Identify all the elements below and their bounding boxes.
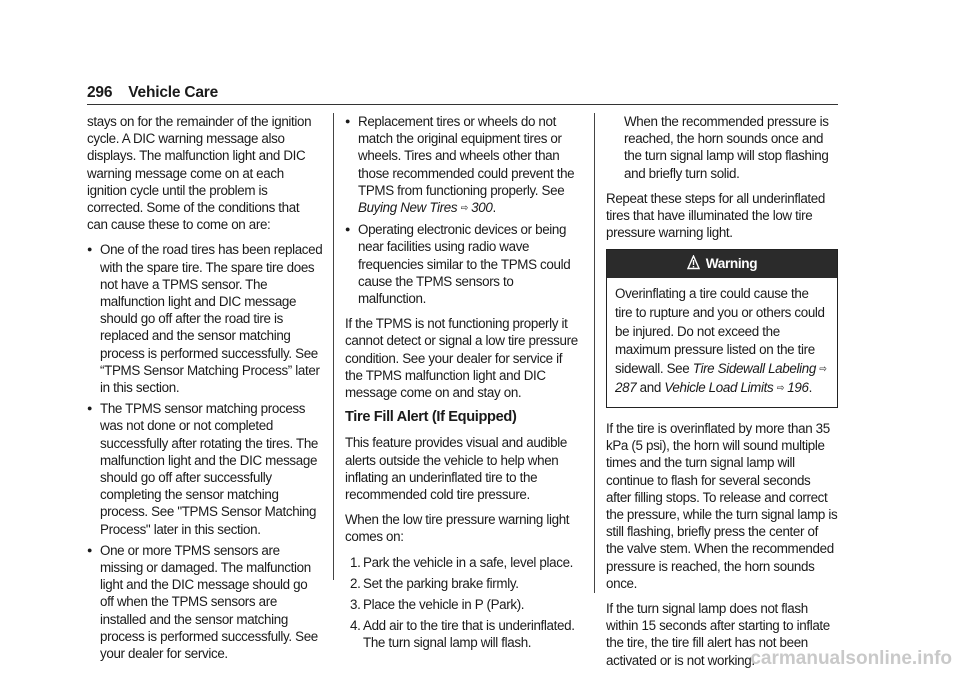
column-2: [345, 113, 583, 656]
paragraph: If the tire is overinflated by more than 35 kPa (5 psi), the horn will sound multiple times and the turn signal lamp will continue to flash for several seconds after filling stops. To release and correct the pressure, while the turn signal lamp is still flashing, briefly press the center of the valve stem. When the recommended pressure is reached, the horn sounds once.: [606, 420, 838, 591]
list-item: ● Operating electronic devices or being near facilities using radio wave frequencies similar to the TPMS could cause the TPMS sensors to malfunction.: [345, 221, 583, 307]
warning-icon: [687, 252, 700, 280]
step-item: 3. Place the vehicle in P (Park).: [350, 597, 525, 613]
column-divider: [333, 113, 334, 580]
list-item: ● One of the road tires has been replaced with the spare tire. The spare tire does not have a TPMS sensor. The malfunction light and DIC message should go off after the road tire is replaced and the sensor matching process is performed successfully. See “TPMS Sensor Matching Process” later in this section.: [87, 241, 323, 396]
conditions-list: [87, 241, 323, 662]
link-buying-new-tires[interactable]: Buying New Tires: [358, 200, 458, 216]
page-number: 296: [87, 84, 113, 101]
paragraph: If the turn signal lamp does not flash within 15 seconds after starting to inflate the tire, the tire fill alert has not been activated or is not working.: [606, 601, 830, 668]
watermark: carmanualsonline.info: [750, 648, 952, 669]
warning-header: [607, 250, 837, 278]
warning-body: Overinflating a tire could cause the tire to rupture and you or others could be injured. Do not exceed the maximum pressure listed on the tire sidewall. See Tire Sidewall Labeling ⇨ 287 and Vehicle Load Limits ⇨ 196.: [615, 286, 827, 396]
paragraph: This feature provides visual and audible alerts outside the vehicle to help when inflating an underinflated tire to the recommended cold tire pressure.: [345, 435, 567, 503]
column-3: [606, 113, 838, 677]
page-ref-arrow-icon: ⇨: [819, 363, 827, 375]
paragraph: When the low tire pressure warning light comes on:: [345, 512, 570, 545]
step-item: 4. Add air to the tire that is underinflated. The turn signal lamp will flash.: [350, 618, 575, 651]
page-ref-arrow-icon: ⇨: [776, 383, 784, 395]
paragraph: Repeat these steps for all underinflated tires that have illuminated the low tire pressure warning light.: [606, 190, 825, 241]
list-item: ● Replacement tires or wheels do not match the original equipment tires or wheels. Tires and wheels other than those recommended could prevent the TPMS from functioning properly. See Buying New Tires ⇨ 300.: [345, 113, 583, 217]
list-item: ● The TPMS sensor matching process was not done or not completed successfully after rotating the tires. The malfunction light and the DIC message should go off after successfully completing the sensor matching process. See "TPMS Sensor Matching Process" later in this section.: [87, 400, 323, 538]
link-tire-sidewall-labeling[interactable]: Tire Sidewall Labeling: [692, 360, 816, 376]
column-divider: [594, 113, 595, 593]
page-ref-number[interactable]: 287: [615, 380, 637, 396]
step-continuation: When the recommended pressure is reached, the horn sounds once and the turn signal lamp will stop flashing and briefly turn solid.: [624, 114, 829, 181]
paragraph: If the TPMS is not functioning properly it cannot detect or signal a low tire pressure condition. See your dealer for service if the TPMS malfunction light and DIC message come on and stay on.: [345, 316, 578, 401]
step-item: 2. Set the parking brake firmly.: [350, 575, 519, 591]
page-ref-number[interactable]: 300: [471, 200, 493, 216]
header-rule: [87, 104, 838, 105]
conditions-list-continued: [345, 113, 583, 307]
page-ref-number[interactable]: 196: [787, 380, 809, 396]
page-ref-arrow-icon: ⇨: [460, 203, 468, 215]
steps-list: [345, 554, 583, 652]
intro-paragraph: stays on for the remainder of the ignition cycle. A DIC warning message also displays. The malfunction light and DIC warning message come on at each ignition cycle until the problem is corrected. Some of the conditions that can cause these to come on are:: [87, 114, 312, 233]
section-title: Vehicle Care: [128, 84, 219, 101]
warning-box: [606, 249, 838, 408]
page-header: [87, 84, 218, 102]
column-1: [87, 113, 323, 670]
step-item: 1. Park the vehicle in a safe, level place.: [350, 554, 574, 570]
link-vehicle-load-limits[interactable]: Vehicle Load Limits: [664, 380, 774, 396]
warning-title: Warning: [705, 256, 758, 272]
list-item: ● One or more TPMS sensors are missing or damaged. The malfunction light and the DIC message should go off when the TPMS sensors are installed and the sensor matching process is performed successfully. See your dealer for service.: [87, 542, 323, 662]
section-heading: Tire Fill Alert (If Equipped): [345, 409, 517, 426]
